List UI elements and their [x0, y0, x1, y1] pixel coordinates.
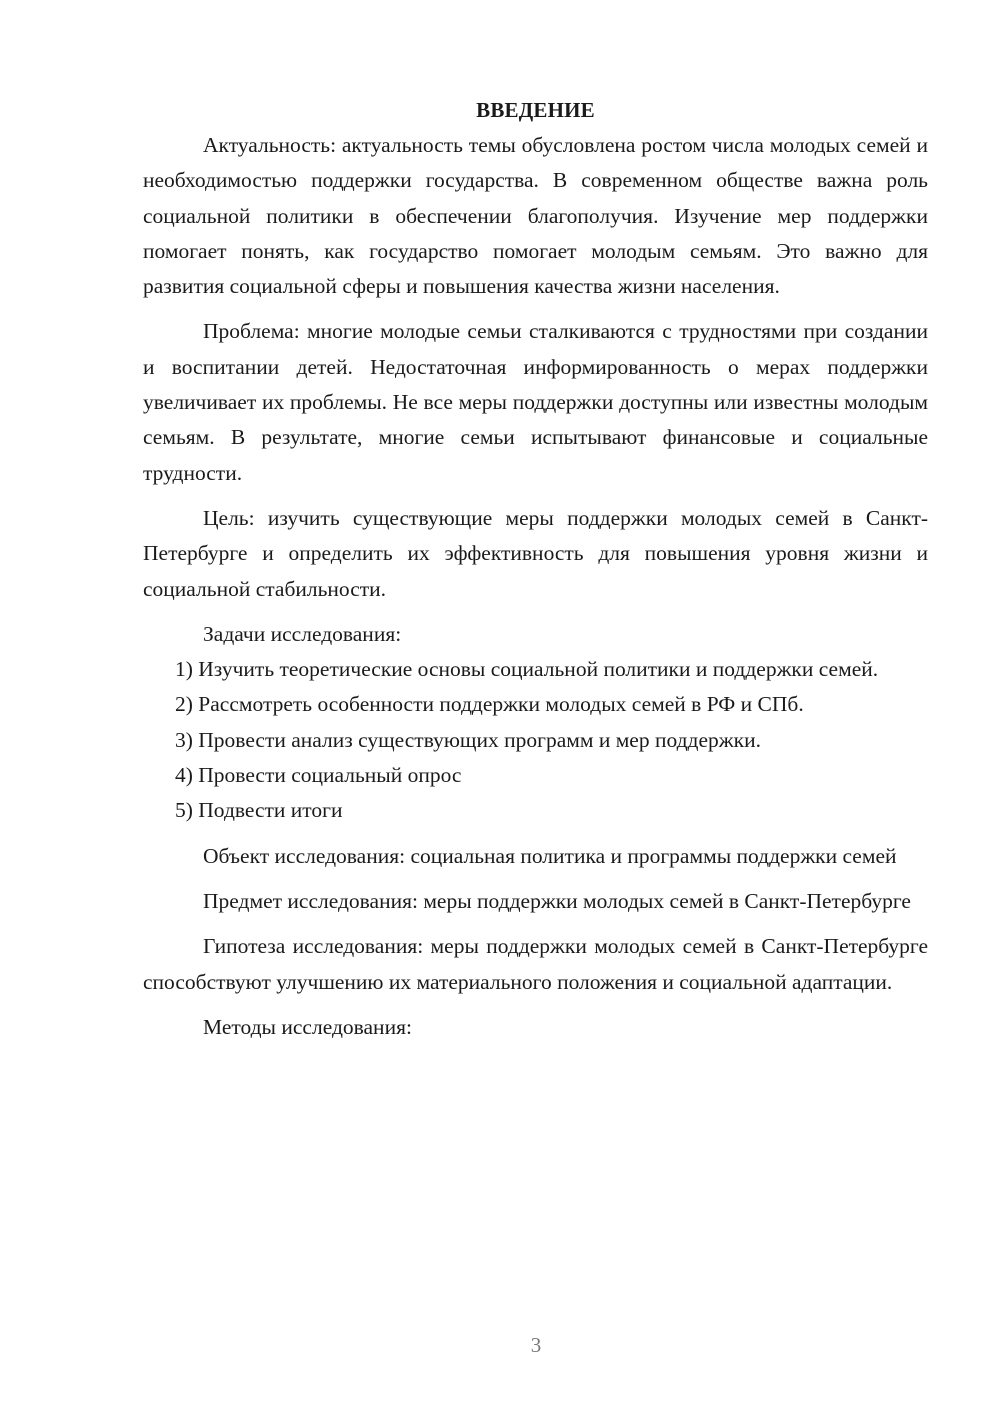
task-item-5: 5) Подвести итоги	[175, 798, 343, 823]
section-title: ВВЕДЕНИЕ	[476, 98, 595, 122]
tasks-heading: Задачи исследования:	[203, 621, 402, 646]
task-item-1: 1) Изучить теоретические основы социальной политики и поддержки семей.	[175, 657, 879, 682]
problem-paragraph: Проблема: многие молодые семьи сталкиваются с трудностями при создании и воспитании детей. Недостаточная информированность о мерах поддержки увеличивает их проблемы. Не все меры поддержки доступны или известны молодым семьям. В результате, многие семьи испытывают финансовые и социальные трудности.	[143, 319, 928, 485]
document-page	[143, 93, 928, 1045]
task-item-4: 4) Провести социальный опрос	[175, 763, 462, 788]
subject-paragraph: Предмет исследования: меры поддержки молодых семей в Санкт-Петербурге	[203, 888, 911, 913]
task-item-3: 3) Провести анализ существующих программ и мер поддержки.	[175, 727, 761, 752]
hypothesis-paragraph: Гипотеза исследования: меры поддержки молодых семей в Санкт-Петербурге способствуют улучшению их материального положения и социальной адаптации.	[143, 934, 928, 994]
task-item-2: 2) Рассмотреть особенности поддержки молодых семей в РФ и СПб.	[175, 692, 804, 717]
object-paragraph: Объект исследования: социальная политика и программы поддержки семей	[203, 843, 897, 868]
relevance-paragraph: Актуальность: актуальность темы обусловлена ростом числа молодых семей и необходимостью поддержки государства. В современном обществе важна роль социальной политики в обеспечении благополучия. Изучение мер поддержки помогает понять, как государство помогает молодым семьям. Это важно для развития социальной сферы и повышения качества жизни населения.	[143, 133, 928, 299]
goal-paragraph: Цель: изучить существующие меры поддержки молодых семей в Санкт-Петербурге и определить их эффективность для повышения уровня жизни и социальной стабильности.	[143, 505, 928, 601]
methods-heading: Методы исследования:	[203, 1014, 412, 1039]
page-number: 3	[530, 1333, 542, 1357]
